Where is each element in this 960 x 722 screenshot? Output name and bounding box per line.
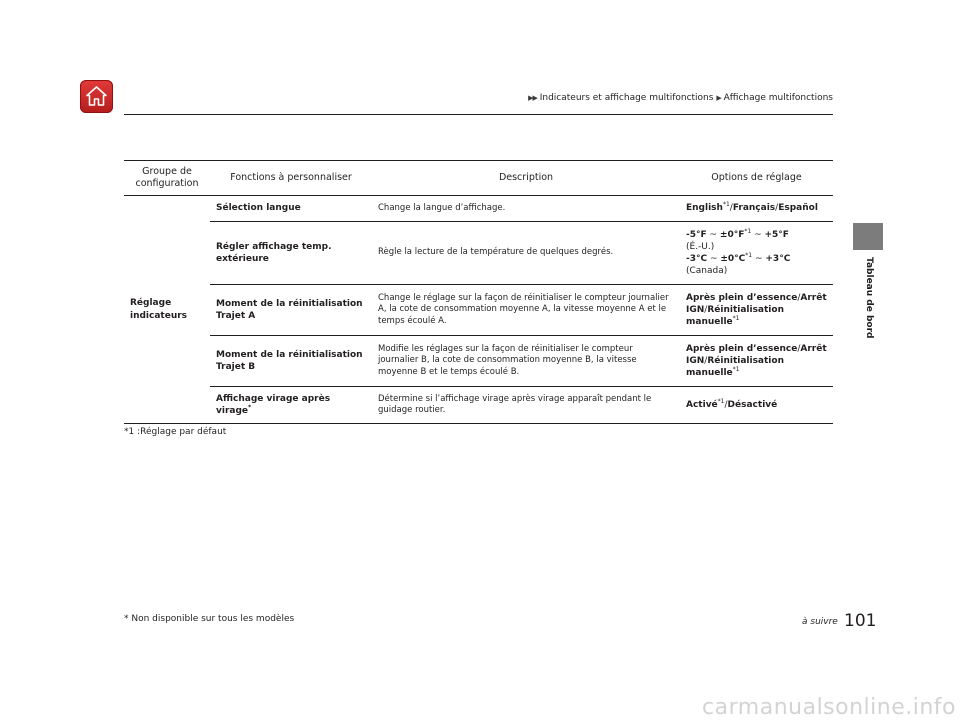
default-marker: *1 bbox=[722, 201, 730, 209]
option-separator: ~ bbox=[706, 229, 720, 240]
watermark: carmanualsonline.info bbox=[702, 695, 956, 720]
function-cell: Moment de la réinitialisation Trajet B bbox=[210, 336, 372, 387]
breadcrumb-current[interactable]: Affichage multifonctions bbox=[723, 93, 833, 103]
option-value: Désactivé bbox=[727, 399, 778, 410]
availability-note: * Non disponible sur tous les modèles bbox=[124, 614, 295, 624]
option-separator: ~ bbox=[751, 229, 765, 240]
options-cell bbox=[680, 196, 833, 222]
option-value: ±0°F bbox=[719, 229, 745, 240]
option-value: Arrêt IGN bbox=[686, 343, 827, 366]
default-marker: *1 bbox=[732, 366, 740, 374]
options-cell bbox=[680, 285, 833, 336]
function-cell: Moment de la réinitialisation Trajet A bbox=[210, 285, 372, 336]
option-separator: / bbox=[704, 304, 708, 315]
breadcrumb-link-indicators[interactable]: Indicateurs et affichage multifonctions bbox=[539, 93, 714, 103]
option-value: Activé bbox=[686, 399, 718, 410]
option-line-fahrenheit bbox=[686, 229, 827, 241]
group-cell: Réglage indicateurs bbox=[124, 196, 210, 424]
option-value: Français bbox=[732, 203, 776, 214]
option-region-canada: (Canada) bbox=[686, 266, 728, 277]
option-value: Réinitialisation manuelle bbox=[686, 355, 784, 379]
option-separator: / bbox=[797, 343, 801, 354]
table-row bbox=[124, 387, 833, 424]
option-separator: / bbox=[704, 355, 708, 366]
default-footnote: *1 :Réglage par défaut bbox=[124, 427, 227, 437]
description-cell: Change la langue d’affichage. bbox=[372, 196, 680, 222]
availability-marker: * bbox=[248, 404, 252, 411]
function-cell bbox=[210, 387, 372, 424]
column-header-group: Groupe de configuration bbox=[124, 161, 210, 196]
option-value: -3°C bbox=[686, 254, 708, 264]
description-cell: Détermine si l’affichage virage après virage apparaît pendant le guidage routier. bbox=[372, 387, 680, 424]
settings-table bbox=[124, 160, 833, 424]
option-separator: / bbox=[724, 399, 728, 410]
default-marker: *1 bbox=[745, 252, 753, 259]
option-separator: ~ bbox=[707, 254, 721, 264]
options-cell bbox=[680, 222, 833, 285]
table-row bbox=[124, 336, 833, 387]
table-row bbox=[124, 222, 833, 285]
option-separator: / bbox=[775, 203, 779, 214]
column-header-options: Options de réglage bbox=[680, 161, 833, 196]
option-value: Arrêt IGN bbox=[686, 292, 827, 315]
default-marker: *1 bbox=[717, 397, 725, 405]
default-marker: *1 bbox=[732, 315, 740, 323]
option-region-us: (É.-U.) bbox=[686, 241, 715, 252]
option-separator: / bbox=[729, 203, 733, 214]
option-value: Après plein d’essence bbox=[686, 343, 798, 354]
breadcrumb-arrow-icon: ▶ bbox=[716, 94, 721, 102]
options-cell bbox=[680, 336, 833, 387]
description-cell: Change le réglage sur la façon de réinitialiser le compteur journalier A, la cote de consommation moyenne A, la vitesse moyenne A et le temps écoulé A. bbox=[372, 285, 680, 336]
breadcrumb bbox=[528, 93, 833, 103]
option-value: -5°F bbox=[686, 229, 707, 240]
header-divider bbox=[124, 114, 833, 115]
option-separator: / bbox=[797, 292, 801, 303]
option-line-celsius bbox=[686, 253, 827, 265]
home-button[interactable] bbox=[80, 80, 113, 113]
option-value: +5°F bbox=[764, 229, 789, 240]
page-number: 101 bbox=[844, 611, 877, 631]
column-header-description: Description bbox=[372, 161, 680, 196]
table-header-row bbox=[124, 161, 833, 196]
function-cell: Sélection langue bbox=[210, 196, 372, 222]
default-marker: *1 bbox=[744, 227, 752, 235]
option-value: ±0°C bbox=[720, 254, 746, 264]
continued-label: à suivre bbox=[802, 617, 838, 627]
description-cell: Règle la lecture de la température de quelques degrés. bbox=[372, 222, 680, 285]
option-separator: ~ bbox=[752, 254, 766, 264]
table-row bbox=[124, 285, 833, 336]
home-icon bbox=[85, 85, 108, 108]
function-cell: Régler affichage temp. extérieure bbox=[210, 222, 372, 285]
options-cell bbox=[680, 387, 833, 424]
chapter-tab-label[interactable]: Tableau de bord bbox=[864, 257, 874, 339]
option-value: Español bbox=[778, 203, 818, 214]
option-value: +3°C bbox=[765, 254, 791, 264]
option-value: Réinitialisation manuelle bbox=[686, 304, 784, 328]
chapter-tab-marker[interactable] bbox=[853, 223, 883, 250]
function-label: Affichage virage après virage bbox=[216, 393, 331, 416]
breadcrumb-arrow-icon: ▶▶ bbox=[528, 94, 537, 102]
option-value: English bbox=[686, 203, 723, 214]
table-row bbox=[124, 196, 833, 222]
option-value: Après plein d’essence bbox=[686, 292, 798, 303]
description-cell: Modifie les réglages sur la façon de réinitialiser le compteur journalier B, la cote de consommation moyenne B, la vitesse moyenne B et le temps écoulé B. bbox=[372, 336, 680, 387]
column-header-function: Fonctions à personnaliser bbox=[210, 161, 372, 196]
